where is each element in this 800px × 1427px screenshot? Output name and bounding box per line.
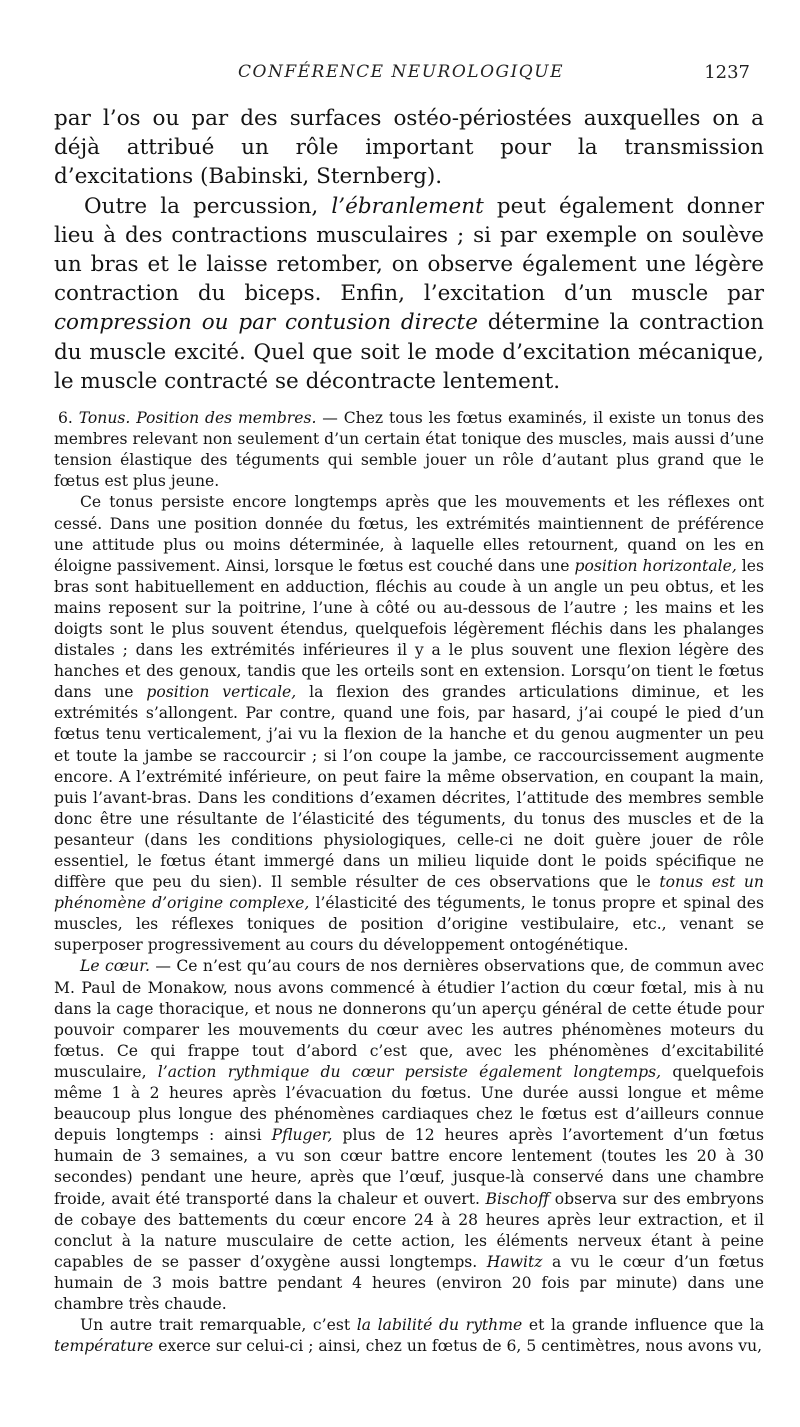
text-run: — Ce n’est qu’au cours de nos dernières observations que, de commun avec M. Paul de Monakow, nous avons commencé à étudier l’action du cœur fœtal, mis à nu dans la cage thoracique, et nous ne donnerons qu’un aperçu général de cette étude pour pouvoir comparer les mouvements du cœur avec les autres phénomènes moteurs du fœtus. Ce qui frappe tout d’abord c’est que, avec les phénomènes d’excitabilité musculaire,: [54, 957, 764, 1081]
paragraph-tonus-intro: [54, 408, 764, 492]
paragraph-rythme: [54, 1315, 764, 1357]
author-bischoff: Bischoff: [485, 1189, 550, 1208]
page-body: [54, 104, 764, 1357]
text-run: exerce sur celui-ci ; ainsi, chez un fœtus de 6, 5 centimètres, nous avons vu,: [153, 1337, 763, 1356]
emphasis-tonus-complexe: tonus est un phénomène d’origine complexe,: [54, 873, 764, 913]
emphasis-action-rythmique: l’action rythmique du cœur persiste également longtemps,: [157, 1062, 662, 1081]
text-run: détermine la contraction du muscle excité. Quel que soit le mode d’excitation mécanique, le muscle contracté se décontracte lentement.: [54, 310, 764, 394]
text-run: — Chez tous les fœtus examinés, il existe un tonus des membres relevant non seulement d’un certain état tonique des muscles, mais aussi d’une tension élastique des téguments qui semble jouer un rôle d’autant plus grand que le fœtus est plus jeune.: [54, 409, 764, 491]
paragraph-coeur: [54, 956, 764, 1315]
small-print-section: [54, 408, 764, 1357]
text-run: Outre la percussion,: [84, 193, 332, 219]
author-hawitz: Hawitz: [486, 1252, 543, 1271]
section-number: 6.: [58, 409, 79, 428]
lead-text: [54, 104, 764, 396]
text-run: a vu le cœur d’un fœtus humain de 3 mois battre pendant 4 heures (environ 20 fois par minute) dans une chambre très chaude.: [54, 1252, 764, 1313]
text-run: peut également donner lieu à des contractions musculaires ; si par exemple on soulève un bras et le laisse retomber, on observe également une légère contraction du biceps. Enfin, l’excitation d’un muscle par: [54, 193, 764, 307]
text-run: observa sur des embryons de cobaye des battements du cœur encore 24 à 28 heures après leur extraction, et il conclut à la nature musculaire de cette action, les éléments nerveux étant à peine capables de se passer d’oxygène aussi longtemps.: [54, 1189, 764, 1271]
emphasis-labilite-rythme: la labilité du rythme: [356, 1316, 523, 1335]
text-run: par l’os ou par des surfaces ostéo-périostées auxquelles on a déjà attribué un rôle important pour la transmission d’excitations (Babinski, Sternberg).: [54, 106, 764, 190]
text-run: l’élasticité des téguments, le tonus propre et spinal des muscles, les réflexes toniques de position d’origine vestibulaire, etc., venant se superposer progressivement au cours du développement ontogénétique.: [54, 894, 764, 955]
text-run: et la grande influence que la: [522, 1316, 764, 1335]
section-title-coeur: Le cœur.: [80, 957, 150, 976]
emphasis-ebranlement: l’ébranlement: [331, 193, 484, 219]
text-run: Un autre trait remarquable, c’est: [80, 1316, 357, 1335]
paragraph-ebranlement: [54, 192, 764, 396]
text-run: plus de 12 heures après l’avortement d’un fœtus humain de 3 semaines, a vu son cœur battre encore lentement (toutes les 20 à 30 secondes) pendant une heure, après que l’œuf, jusque-là conservé dans une chambre froide, avait été transporté dans la chaleur et ouvert.: [54, 1126, 764, 1208]
text-run: quelquefois même 1 à 2 heures après l’évacuation du fœtus. Une durée aussi longue et même beaucoup plus longue des phénomènes cardiaques chez le fœtus est d’ailleurs connue depuis longtemps : ainsi: [54, 1062, 764, 1145]
author-pfluger: Pfluger,: [271, 1126, 333, 1145]
page-number: 1237: [704, 62, 750, 83]
running-title: CONFÉRENCE NEUROLOGIQUE: [238, 62, 564, 82]
page-header: [52, 62, 750, 90]
emphasis-temperature: température: [54, 1337, 154, 1356]
text-run: la flexion des grandes articulations diminue, et les extrémités s’allongent. Par contre, quand une fois, par hasard, j’ai coupé le pied d’un fœtus tenu verticalement, j’ai vu la flexion de la hanche et du genou augmenter un peu et toute la jambe se raccourcir ; si l’on coupe la jambe, ce raccourcissement augmente encore. A l’extrémité inférieure, on peut faire la même observation, en coupant la main, puis l’avant-bras. Dans les conditions d’examen décrites, l’attitude des membres semble donc être une résultante de l’élasticité des téguments, du tonus des muscles et de la pesanteur (dans les conditions physiologiques, celle-ci ne doit guère jouer de rôle essentiel, le fœtus étant immergé dans un milieu liquide dont le poids spécifique ne diffère que peu du sien). Il semble résulter de ces observations que le: [54, 683, 764, 892]
paragraph-transmission: [54, 104, 764, 192]
section-title-tonus: Tonus. Position des membres.: [78, 409, 317, 428]
text-run: les bras sont habituellement en adduction, fléchis au coude à un angle un peu obtus, et les mains reposent sur la poitrine, l’une à côté ou au-dessous de l’autre ; les mains et les doigts sont le plus souvent étendus, quelquefois légèrement fléchis dans les phalanges distales ; dans les extrémités inférieures il y a le plus souvent une flexion légère des hanches et des genoux, tandis que les orteils sont en extension. Lorsqu’on tient le fœtus dans une: [54, 556, 764, 702]
paragraph-tonus-details: [54, 492, 764, 956]
emphasis-position-horizontale: position horizontale,: [574, 556, 737, 575]
emphasis-position-verticale: position verticale,: [146, 683, 297, 702]
text-run: Ce tonus persiste encore longtemps après que les mouvements et les réflexes ont cessé. Dans une position donnée du fœtus, les extrémités maintiennent de préférence une attitude plus ou moins déterminée, à laquelle elles retournent, quand on les en éloigne passivement. Ainsi, lorsque le fœtus est couché dans une: [54, 493, 764, 575]
emphasis-compression: compression ou par contusion directe: [54, 310, 478, 336]
